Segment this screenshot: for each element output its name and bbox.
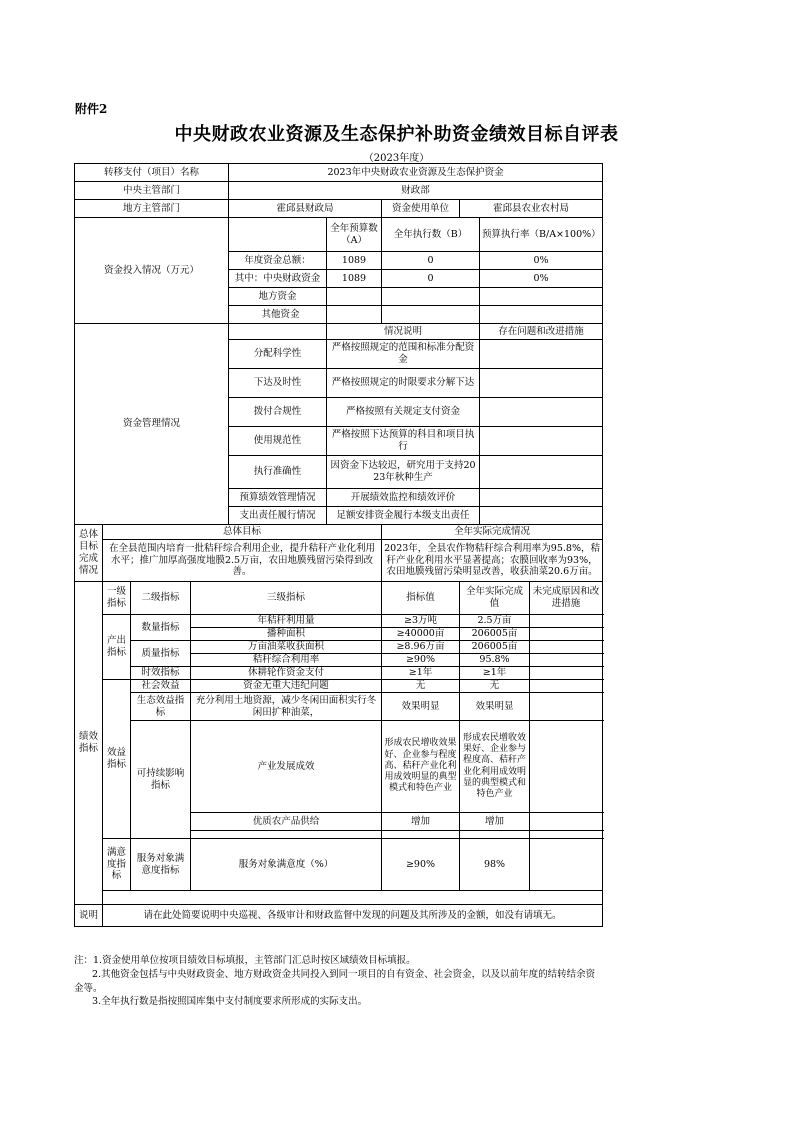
perf-col-level2: 二级指标 [131, 582, 191, 615]
note-3: 3.全年执行数是指按照国库集中支付制度要求所形成的实际支出。 [92, 996, 368, 1008]
management-row-name: 执行准确性 [229, 456, 327, 489]
perf-row-value: 无 [382, 680, 460, 693]
perf-row-name: 产业发展成效 [191, 721, 382, 813]
funds-row-budget: 1089 [327, 270, 382, 288]
perf-row-value: ≥1年 [382, 667, 460, 680]
perf-row-actual: 效果明显 [460, 693, 530, 721]
social-benefit-label: 社会效益 [131, 680, 191, 693]
funds-row-exec: 0 [382, 270, 480, 288]
management-row-issue [480, 489, 603, 507]
management-row-name: 使用规范性 [229, 427, 327, 456]
project-name-value: 2023年中央财政农业资源及生态保护资金 [229, 164, 603, 182]
management-row-desc: 严格按照下达预算的科目和项目执行 [327, 427, 480, 456]
funds-row-budget: 1089 [327, 252, 382, 270]
central-dept-value: 财政部 [229, 182, 603, 200]
quantity-indicator-label: 数量指标 [131, 615, 191, 641]
overall-col-actual: 全年实际完成情况 [382, 525, 603, 540]
note-1: 注：1.资金使用单位按项目绩效目标填报，主管部门汇总时按区域绩效目标填报。 [74, 955, 416, 966]
perf-row-reason [530, 654, 603, 667]
perf-row-name: 资金无重大违纪问题 [191, 680, 382, 693]
remark-text: 请在此处简要说明中央巡视、各级审计和财政监督中发现的问题及其所涉及的金额，如没有请填无。 [103, 905, 603, 927]
perf-row-actual: 形成农民增收效果好、企业参与程度高、秸秆产业化利用成效明显的典型模式和特色产业 [460, 721, 530, 813]
user-unit-value: 霍邱县农业农村局 [460, 200, 603, 218]
perf-row-value: ≥40000亩 [382, 628, 460, 641]
project-name-label: 转移支付（项目）名称 [75, 164, 229, 182]
service-satisfaction-label: 服务对象满意度指标 [131, 839, 191, 891]
perf-row-reason [530, 839, 603, 891]
performance-section-label: 绩效指标 [75, 582, 103, 905]
perf-row-name: 休耕轮作资金支付 [191, 667, 382, 680]
perf-col-level3: 三级指标 [191, 582, 382, 615]
perf-row-reason [530, 721, 603, 813]
perf-row-actual: 95.8% [460, 654, 530, 667]
perf-row-value: ≥90% [382, 839, 460, 891]
funds-row-name: 其他资金 [229, 306, 327, 324]
overall-col-goal: 总体目标 [103, 525, 382, 540]
perf-row-actual: ≥1年 [460, 667, 530, 680]
attachment-label: 附件2 [75, 102, 108, 116]
management-row-desc: 严格按照规定的时限要求分解下达 [327, 369, 480, 398]
funds-row-name: 地方资金 [229, 288, 327, 306]
timeliness-indicator-label: 时效指标 [131, 667, 191, 680]
perf-col-reason: 未完成原因和改进措施 [530, 582, 603, 615]
management-row-name: 支出责任履行情况 [229, 507, 327, 525]
perf-row-actual: 206005亩 [460, 628, 530, 641]
funds-row-rate [480, 306, 603, 324]
perf-row-name: 播种面积 [191, 628, 382, 641]
funds-row-exec: 0 [382, 252, 480, 270]
funds-row-budget [327, 288, 382, 306]
perf-row-reason [530, 693, 603, 721]
management-row-issue [480, 456, 603, 489]
output-indicator-label: 产出指标 [103, 615, 131, 680]
funds-corner [229, 218, 327, 252]
overall-actual-text: 2023年，全县农作物秸秆综合利用率为95.8%，秸秆产业化利用水平显著提高；农膜回收率为93%，农田地膜残留污染明显改善，收获油菜20.6万亩。 [382, 540, 603, 582]
funds-row-rate: 0% [480, 270, 603, 288]
funds-row-rate: 0% [480, 252, 603, 270]
perf-row-actual: 98% [460, 839, 530, 891]
ecology-benefit-label: 生态效益指标 [131, 693, 191, 721]
perf-row-actual: 2.5万亩 [460, 615, 530, 628]
perf-row-value: 增加 [382, 813, 460, 831]
perf-row-value: ≥8.96万亩 [382, 641, 460, 654]
management-row-name: 预算绩效管理情况 [229, 489, 327, 507]
perf-row-value: 形成农民增收效果好、企业参与程度高、秸秆产业化利用成效明显的典型模式和特色产业 [382, 721, 460, 813]
perf-col-actual: 全年实际完成值 [460, 582, 530, 615]
funds-col-rate: 预算执行率（B/A×100%） [480, 218, 603, 252]
management-col-issue: 存在问题和改进措施 [480, 324, 603, 340]
perf-row-reason [530, 641, 603, 654]
perf-row-actual: 206005亩 [460, 641, 530, 654]
perf-row-name: 年秸秆利用量 [191, 615, 382, 628]
perf-row-reason [530, 680, 603, 693]
management-row-issue [480, 398, 603, 427]
funds-row-name: 其中：中央财政资金 [229, 270, 327, 288]
perf-row-actual: 增加 [460, 813, 530, 831]
management-corner [229, 324, 327, 340]
management-row-name: 拨付合规性 [229, 398, 327, 427]
management-row-issue [480, 427, 603, 456]
perf-row-name: 充分利用土地资源，减少冬闲田面积实行冬闲田扩种油菜， [191, 693, 382, 721]
central-dept-label: 中央主管部门 [75, 182, 229, 200]
management-row-issue [480, 340, 603, 369]
funds-row-rate [480, 288, 603, 306]
satisfaction-indicator-label: 满意度指标 [103, 839, 131, 891]
funds-col-budget: 全年预算数（A） [327, 218, 382, 252]
funds-row-budget [327, 306, 382, 324]
perf-row-name: 万亩油菜收获面积 [191, 641, 382, 654]
perf-row-value: 效果明显 [382, 693, 460, 721]
management-row-desc: 开展绩效监控和绩效评价 [327, 489, 480, 507]
sustain-indicator-label: 可持续影响指标 [131, 721, 191, 839]
management-row-issue [480, 369, 603, 398]
management-col-desc: 情况说明 [327, 324, 480, 340]
local-dept-label: 地方主管部门 [75, 200, 229, 218]
local-dept-value: 霍邱县财政局 [229, 200, 382, 218]
funds-row-exec [382, 306, 480, 324]
management-row-desc: 因资金下达较迟，研究用于支持2023年秋种生产 [327, 456, 480, 489]
note-2: 2.其他资金包括与中央财政资金、地方财政资金共同投入到同一项目的自有资金、社会资金，以及以前年度的结转结余资金等。 [74, 968, 596, 994]
notes [74, 954, 602, 1009]
perf-row-actual: 无 [460, 680, 530, 693]
perf-row-reason [530, 813, 603, 831]
management-row-issue [480, 507, 603, 525]
overall-goal-text: 在全县范围内培育一批秸秆综合利用企业，提升秸秆产业化利用水平；推广加厚高强度地膜2.5万亩，农田地膜残留污染得到改善。 [103, 540, 382, 582]
self-evaluation-table [74, 163, 603, 927]
perf-row-name: 优质农产品供给 [191, 813, 382, 831]
perf-col-level1: 一级指标 [103, 582, 131, 615]
management-row-name: 下达及时性 [229, 369, 327, 398]
perf-row-name: 秸秆综合利用率 [191, 654, 382, 667]
management-row-desc: 足额安排资金履行本级支出责任 [327, 507, 480, 525]
user-unit-label: 资金使用单位 [382, 200, 460, 218]
perf-row-name: 服务对象满意度（%） [191, 839, 382, 891]
quality-indicator-label: 质量指标 [131, 641, 191, 667]
funds-section-label: 资金投入情况（万元） [75, 218, 229, 324]
perf-row-reason [530, 667, 603, 680]
perf-row-reason [530, 615, 603, 628]
perf-row-value: ≥3万吨 [382, 615, 460, 628]
management-row-desc: 严格按照规定的范围和标准分配资金 [327, 340, 480, 369]
overall-section-label: 总体目标完成情况 [75, 525, 103, 582]
management-row-name: 分配科学性 [229, 340, 327, 369]
funds-row-name: 年度资金总额： [229, 252, 327, 270]
remark-label: 说明 [75, 905, 103, 927]
funds-row-exec [382, 288, 480, 306]
perf-col-value: 指标值 [382, 582, 460, 615]
funds-col-exec: 全年执行数（B） [382, 218, 480, 252]
management-section-label: 资金管理情况 [75, 324, 229, 525]
management-row-desc: 严格按照有关规定支付资金 [327, 398, 480, 427]
perf-row-reason [530, 628, 603, 641]
benefit-indicator-label: 效益指标 [103, 680, 131, 839]
perf-row-value: ≥90% [382, 654, 460, 667]
page-title: 中央财政农业资源及生态保护补助资金绩效目标自评表 [174, 124, 619, 145]
year-label: （2023年度） [363, 153, 430, 164]
